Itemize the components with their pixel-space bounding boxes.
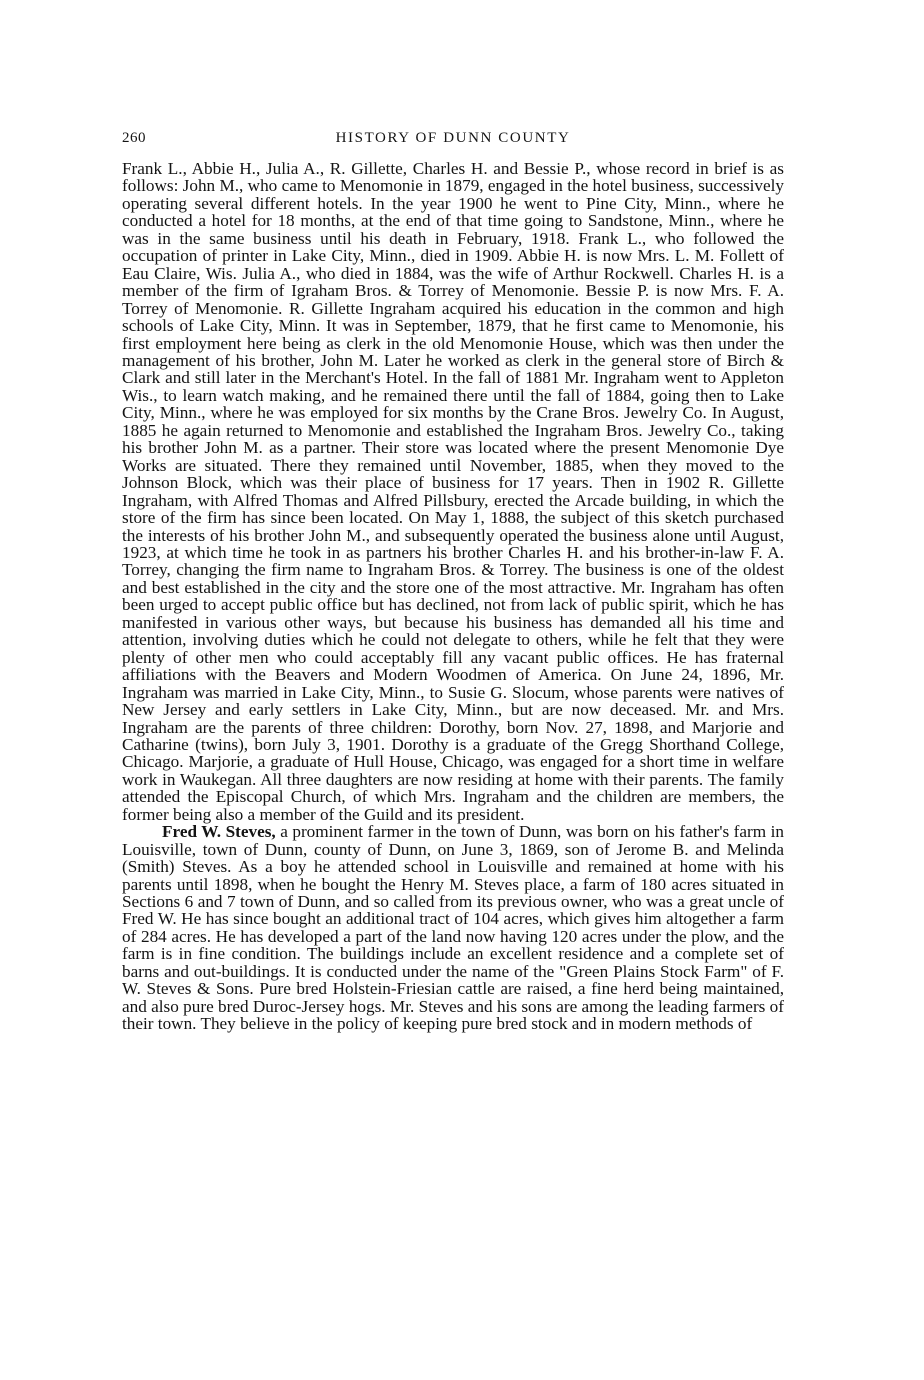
biography-subject-name: Fred W. Steves, [162, 822, 276, 842]
body-text [122, 160, 784, 1033]
page-number: 260 [122, 130, 146, 146]
paragraph-text: a prominent farmer in the town of Dunn, was born on his father's farm in Louisville, town of Dunn, county of Dunn, on June 3, 1869, son of Jerome B. and Melinda (Smith) Steves. As a boy he attended school in Louisville and remained at home with his parents until 1898, when he bought the Henry M. Steves place, a farm of 180 acres situated in Sections 6 and 7 town of Dunn, and so called from its previous owner, who was a great uncle of Fred W. He has since bought an additional tract of 104 acres, which gives him altogether a farm of 284 acres. He has developed a part of the land now having 120 acres under the plow, and the farm is in fine condition. The buildings include an excellent residence and a complete set of barns and out-buildings. It is conducted under the name of the "Green Plains Stock Farm" of F. W. Steves & Sons. Pure bred Holstein-Friesian cattle are raised, a fine herd being maintained, and also pure bred Duroc-Jersey hogs. Mr. Steves and his sons are among the leading farmers of their town. They believe in the policy of keeping pure bred stock and in modern methods of [122, 822, 784, 1034]
paragraph-text: Frank L., Abbie H., Julia A., R. Gillette, Charles H. and Bessie P., whose record in brief is as follows: John M., who came to Menomonie in 1879, engaged in the hotel business, successively operating several different hotels. In the year 1900 he went to Pine City, Minn., where he conducted a hotel for 18 months, at the end of that time going to Sandstone, Minn., where he was in the same business until his death in February, 1918. Frank L., who followed the occupation of printer in Lake City, Minn., died in 1909. Abbie H. is now Mrs. L. M. Follett of Eau Claire, Wis. Julia A., who died in 1884, was the wife of Arthur Rockwell. Charles H. is a member of the firm of Igraham Bros. & Torrey of Menomonie. Bessie P. is now Mrs. F. A. Torrey of Menomonie. R. Gillette Ingraham acquired his education in the common and high schools of Lake City, Minn. It was in September, 1879, that he first came to Menomonie, his first employment here being as clerk in the old Menomonie House, which was then under the management of his brother, John M. Later he worked as clerk in the general store of Birch & Clark and still later in the Merchant's Hotel. In the fall of 1881 Mr. Ingraham went to Appleton Wis., to learn watch making, and he remained there until the fall of 1884, going then to Lake City, Minn., where he was employed for six months by the Crane Bros. Jewelry Co. In August, 1885 he again returned to Menomonie and established the Ingraham Bros. Jewelry Co., taking his brother John M. as a partner. Their store was located where the present Menomonie Dye Works are situated. There they remained until November, 1885, when they moved to the Johnson Block, which was their place of business for 17 years. Then in 1902 R. Gillette Ingraham, with Alfred Thomas and Alfred Pillsbury, erected the Arcade building, in which the store of the firm has since been located. On May 1, 1888, the subject of this sketch purchased the interests of his brother John M., and subsequently operated the business alone until August, 1923, at which time he took in as partners his brother Charles H. and his brother-in-law F. A. Torrey, changing the firm name to Ingraham Bros. & Torrey. The business is one of the oldest and best established in the city and the store one of the most attractive. Mr. Ingraham has often been urged to accept public office but has declined, not from lack of public spirit, which he has manifested in various other ways, but because his business has demanded all his time and attention, involving duties which he could not delegate to others, while he felt that they were plenty of other men who could acceptably fill any vacant public offices. He has fraternal affiliations with the Beavers and Modern Woodmen of America. On June 24, 1896, Mr. Ingraham was married in Lake City, Minn., to Susie G. Slocum, whose parents were natives of New Jersey and early settlers in Lake City, Minn., but are now deceased. Mr. and Mrs. Ingraham are the parents of three children: Dorothy, born Nov. 27, 1898, and Marjorie and Catharine (twins), born July 3, 1901. Dorothy is a graduate of the Gregg Shorthand College, Chicago. Marjorie, a graduate of Hull House, Chicago, was engaged for a short time in welfare work in Waukegan. All three daughters are now residing at home with their parents. The family attended the Episcopal Church, of which Mrs. Ingraham and the children are members, the former being also a member of the Guild and its president. [122, 159, 784, 824]
running-title: HISTORY OF DUNN COUNTY [335, 130, 571, 146]
page-header [122, 130, 784, 152]
paragraph-ingraham-continued [122, 160, 784, 823]
paragraph-fred-steves [122, 823, 784, 1032]
